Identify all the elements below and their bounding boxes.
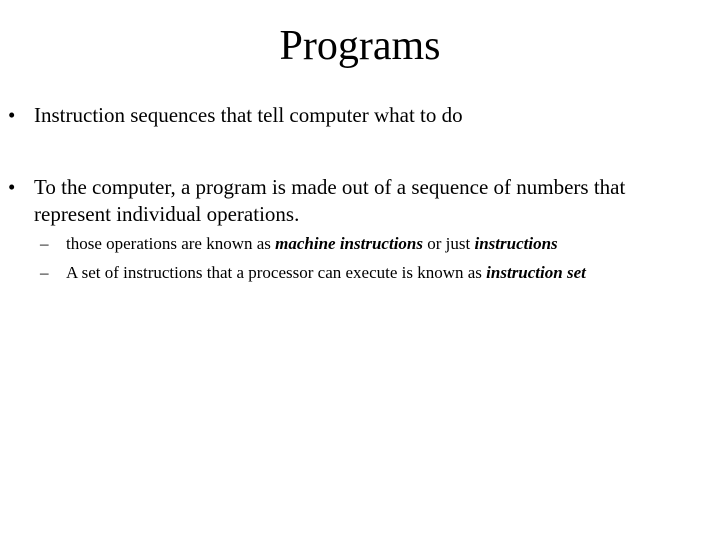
slide-title: Programs — [279, 23, 441, 69]
bullet-text: To the computer, a program is made out of a sequence of numbers that — [34, 175, 626, 199]
bullet-marker: • — [8, 103, 16, 127]
sub-bullet-marker: – — [40, 234, 49, 253]
emphasis-term: instructions — [474, 234, 558, 253]
text-run: A set of instructions that a processor can execute is known as — [66, 263, 487, 282]
sub-bullet-text — [66, 233, 558, 255]
bullet-text: represent individual operations. — [34, 202, 300, 226]
bullet-text: Instruction sequences that tell computer what to do — [34, 103, 463, 127]
sub-bullet-text — [66, 262, 586, 284]
bullet-marker: • — [8, 175, 16, 199]
emphasis-term: machine instructions — [275, 234, 423, 253]
sub-bullet-marker: – — [40, 263, 49, 282]
emphasis-term: instruction set — [486, 263, 586, 282]
text-run: or just — [423, 234, 475, 253]
text-run: those operations are known as — [66, 234, 276, 253]
